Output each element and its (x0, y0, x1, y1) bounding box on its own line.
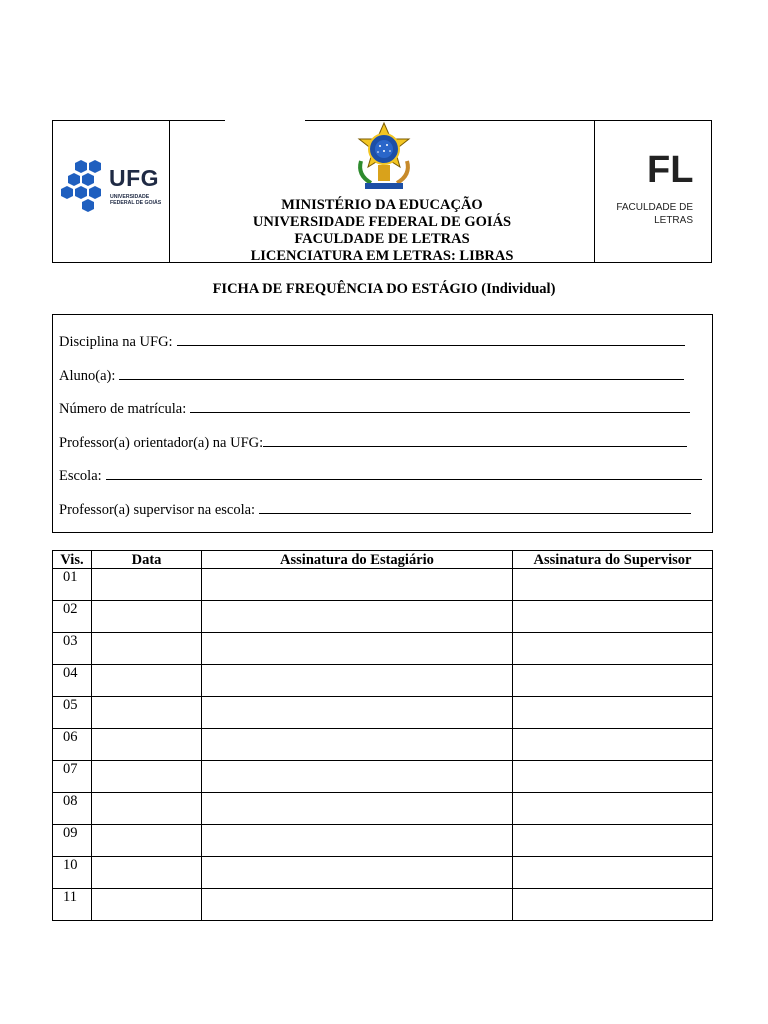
intern-signature-cell[interactable] (202, 793, 513, 825)
visit-number: 08 (53, 793, 92, 825)
visit-number: 07 (53, 761, 92, 793)
field-student (59, 366, 684, 385)
field-discipline-label: Disciplina na UFG: (59, 334, 173, 350)
header-line-course: LICENCIATURA EM LETRAS: LIBRAS (250, 248, 514, 264)
supervisor-signature-cell[interactable] (513, 729, 713, 761)
crest-border-gap (225, 119, 305, 123)
header-institution (169, 197, 595, 265)
table-row (53, 665, 713, 697)
field-school-label: Escola: (59, 468, 102, 484)
table-row (53, 761, 713, 793)
table-row (53, 857, 713, 889)
field-advisor (59, 433, 687, 452)
intern-signature-cell[interactable] (202, 633, 513, 665)
table-header-row (53, 551, 713, 569)
student-info-box (52, 314, 713, 533)
ufg-logo-subtitle-line2: FEDERAL DE GOIÁS (110, 200, 162, 206)
fl-logo-mark: FL (647, 149, 694, 191)
visit-number: 06 (53, 729, 92, 761)
field-supervisor-label: Professor(a) supervisor na escola: (59, 502, 256, 518)
intern-signature-cell[interactable] (202, 601, 513, 633)
field-registration-label: Número de matrícula: (59, 401, 187, 417)
fl-logo-subtitle-line2: LETRAS (654, 215, 693, 226)
fl-logo-subtitle-line1: FACULDADE DE (616, 202, 693, 213)
supervisor-signature-cell[interactable] (513, 761, 713, 793)
table-row (53, 729, 713, 761)
visit-number: 11 (53, 889, 92, 921)
visit-number: 09 (53, 825, 92, 857)
supervisor-signature-cell[interactable] (513, 601, 713, 633)
supervisor-signature-cell[interactable] (513, 697, 713, 729)
table-row (53, 697, 713, 729)
date-cell[interactable] (92, 857, 202, 889)
visit-number: 01 (53, 569, 92, 601)
col-date-header: Data (92, 551, 202, 569)
header-line-university: UNIVERSIDADE FEDERAL DE GOIÁS (252, 214, 512, 230)
supervisor-signature-cell[interactable] (513, 665, 713, 697)
ufg-logo-cell (53, 121, 170, 262)
visit-number: 05 (53, 697, 92, 729)
col-visit-header: Vis. (53, 551, 92, 569)
intern-signature-cell[interactable] (202, 729, 513, 761)
field-advisor-line[interactable] (263, 433, 687, 447)
fl-logo-cell (594, 121, 711, 262)
supervisor-signature-cell[interactable] (513, 569, 713, 601)
table-row (53, 601, 713, 633)
intern-signature-cell[interactable] (202, 857, 513, 889)
date-cell[interactable] (92, 761, 202, 793)
intern-signature-cell[interactable] (202, 889, 513, 921)
intern-signature-cell[interactable] (202, 761, 513, 793)
visit-number: 02 (53, 601, 92, 633)
supervisor-signature-cell[interactable] (513, 793, 713, 825)
supervisor-signature-cell[interactable] (513, 889, 713, 921)
intern-signature-cell[interactable] (202, 665, 513, 697)
field-student-line[interactable] (119, 366, 684, 380)
attendance-table (52, 550, 713, 921)
field-advisor-label: Professor(a) orientador(a) na UFG: (59, 435, 264, 451)
intern-signature-cell[interactable] (202, 825, 513, 857)
supervisor-signature-cell[interactable] (513, 857, 713, 889)
field-student-label: Aluno(a): (59, 368, 116, 384)
table-row (53, 889, 713, 921)
col-intern-signature-header: Assinatura do Estagiário (202, 551, 513, 569)
header-line-faculty: FACULDADE DE LETRAS (294, 231, 470, 247)
field-school-line[interactable] (106, 466, 702, 480)
header-line-ministry: MINISTÉRIO DA EDUCAÇÃO (281, 197, 483, 213)
field-registration (59, 399, 690, 418)
date-cell[interactable] (92, 793, 202, 825)
fl-logo-subtitle (613, 201, 693, 227)
visit-number: 04 (53, 665, 92, 697)
table-row (53, 569, 713, 601)
supervisor-signature-cell[interactable] (513, 825, 713, 857)
ufg-logo-subtitle (110, 194, 170, 206)
header-box (52, 120, 712, 263)
table-row (53, 633, 713, 665)
visit-number: 10 (53, 857, 92, 889)
supervisor-signature-cell[interactable] (513, 633, 713, 665)
visit-number: 03 (53, 633, 92, 665)
field-discipline (59, 332, 685, 351)
intern-signature-cell[interactable] (202, 569, 513, 601)
date-cell[interactable] (92, 729, 202, 761)
intern-signature-cell[interactable] (202, 697, 513, 729)
form-title: FICHA DE FREQUÊNCIA DO ESTÁGIO (Individual) (212, 281, 556, 297)
ufg-logo-subtitle-line1: UNIVERSIDADE (110, 194, 150, 200)
date-cell[interactable] (92, 889, 202, 921)
date-cell[interactable] (92, 697, 202, 729)
date-cell[interactable] (92, 825, 202, 857)
date-cell[interactable] (92, 569, 202, 601)
field-school (59, 466, 702, 485)
header-center (169, 121, 595, 262)
date-cell[interactable] (92, 665, 202, 697)
ufg-logo-name: UFG (109, 165, 160, 191)
date-cell[interactable] (92, 633, 202, 665)
col-supervisor-signature-header: Assinatura do Supervisor (513, 551, 713, 569)
table-row (53, 793, 713, 825)
table-row (53, 825, 713, 857)
coat-of-arms-icon (347, 121, 421, 195)
field-registration-line[interactable] (190, 399, 690, 413)
field-discipline-line[interactable] (177, 332, 685, 346)
field-supervisor-line[interactable] (259, 500, 691, 514)
date-cell[interactable] (92, 601, 202, 633)
field-supervisor (59, 500, 691, 519)
ufg-logo-icon (61, 159, 109, 215)
